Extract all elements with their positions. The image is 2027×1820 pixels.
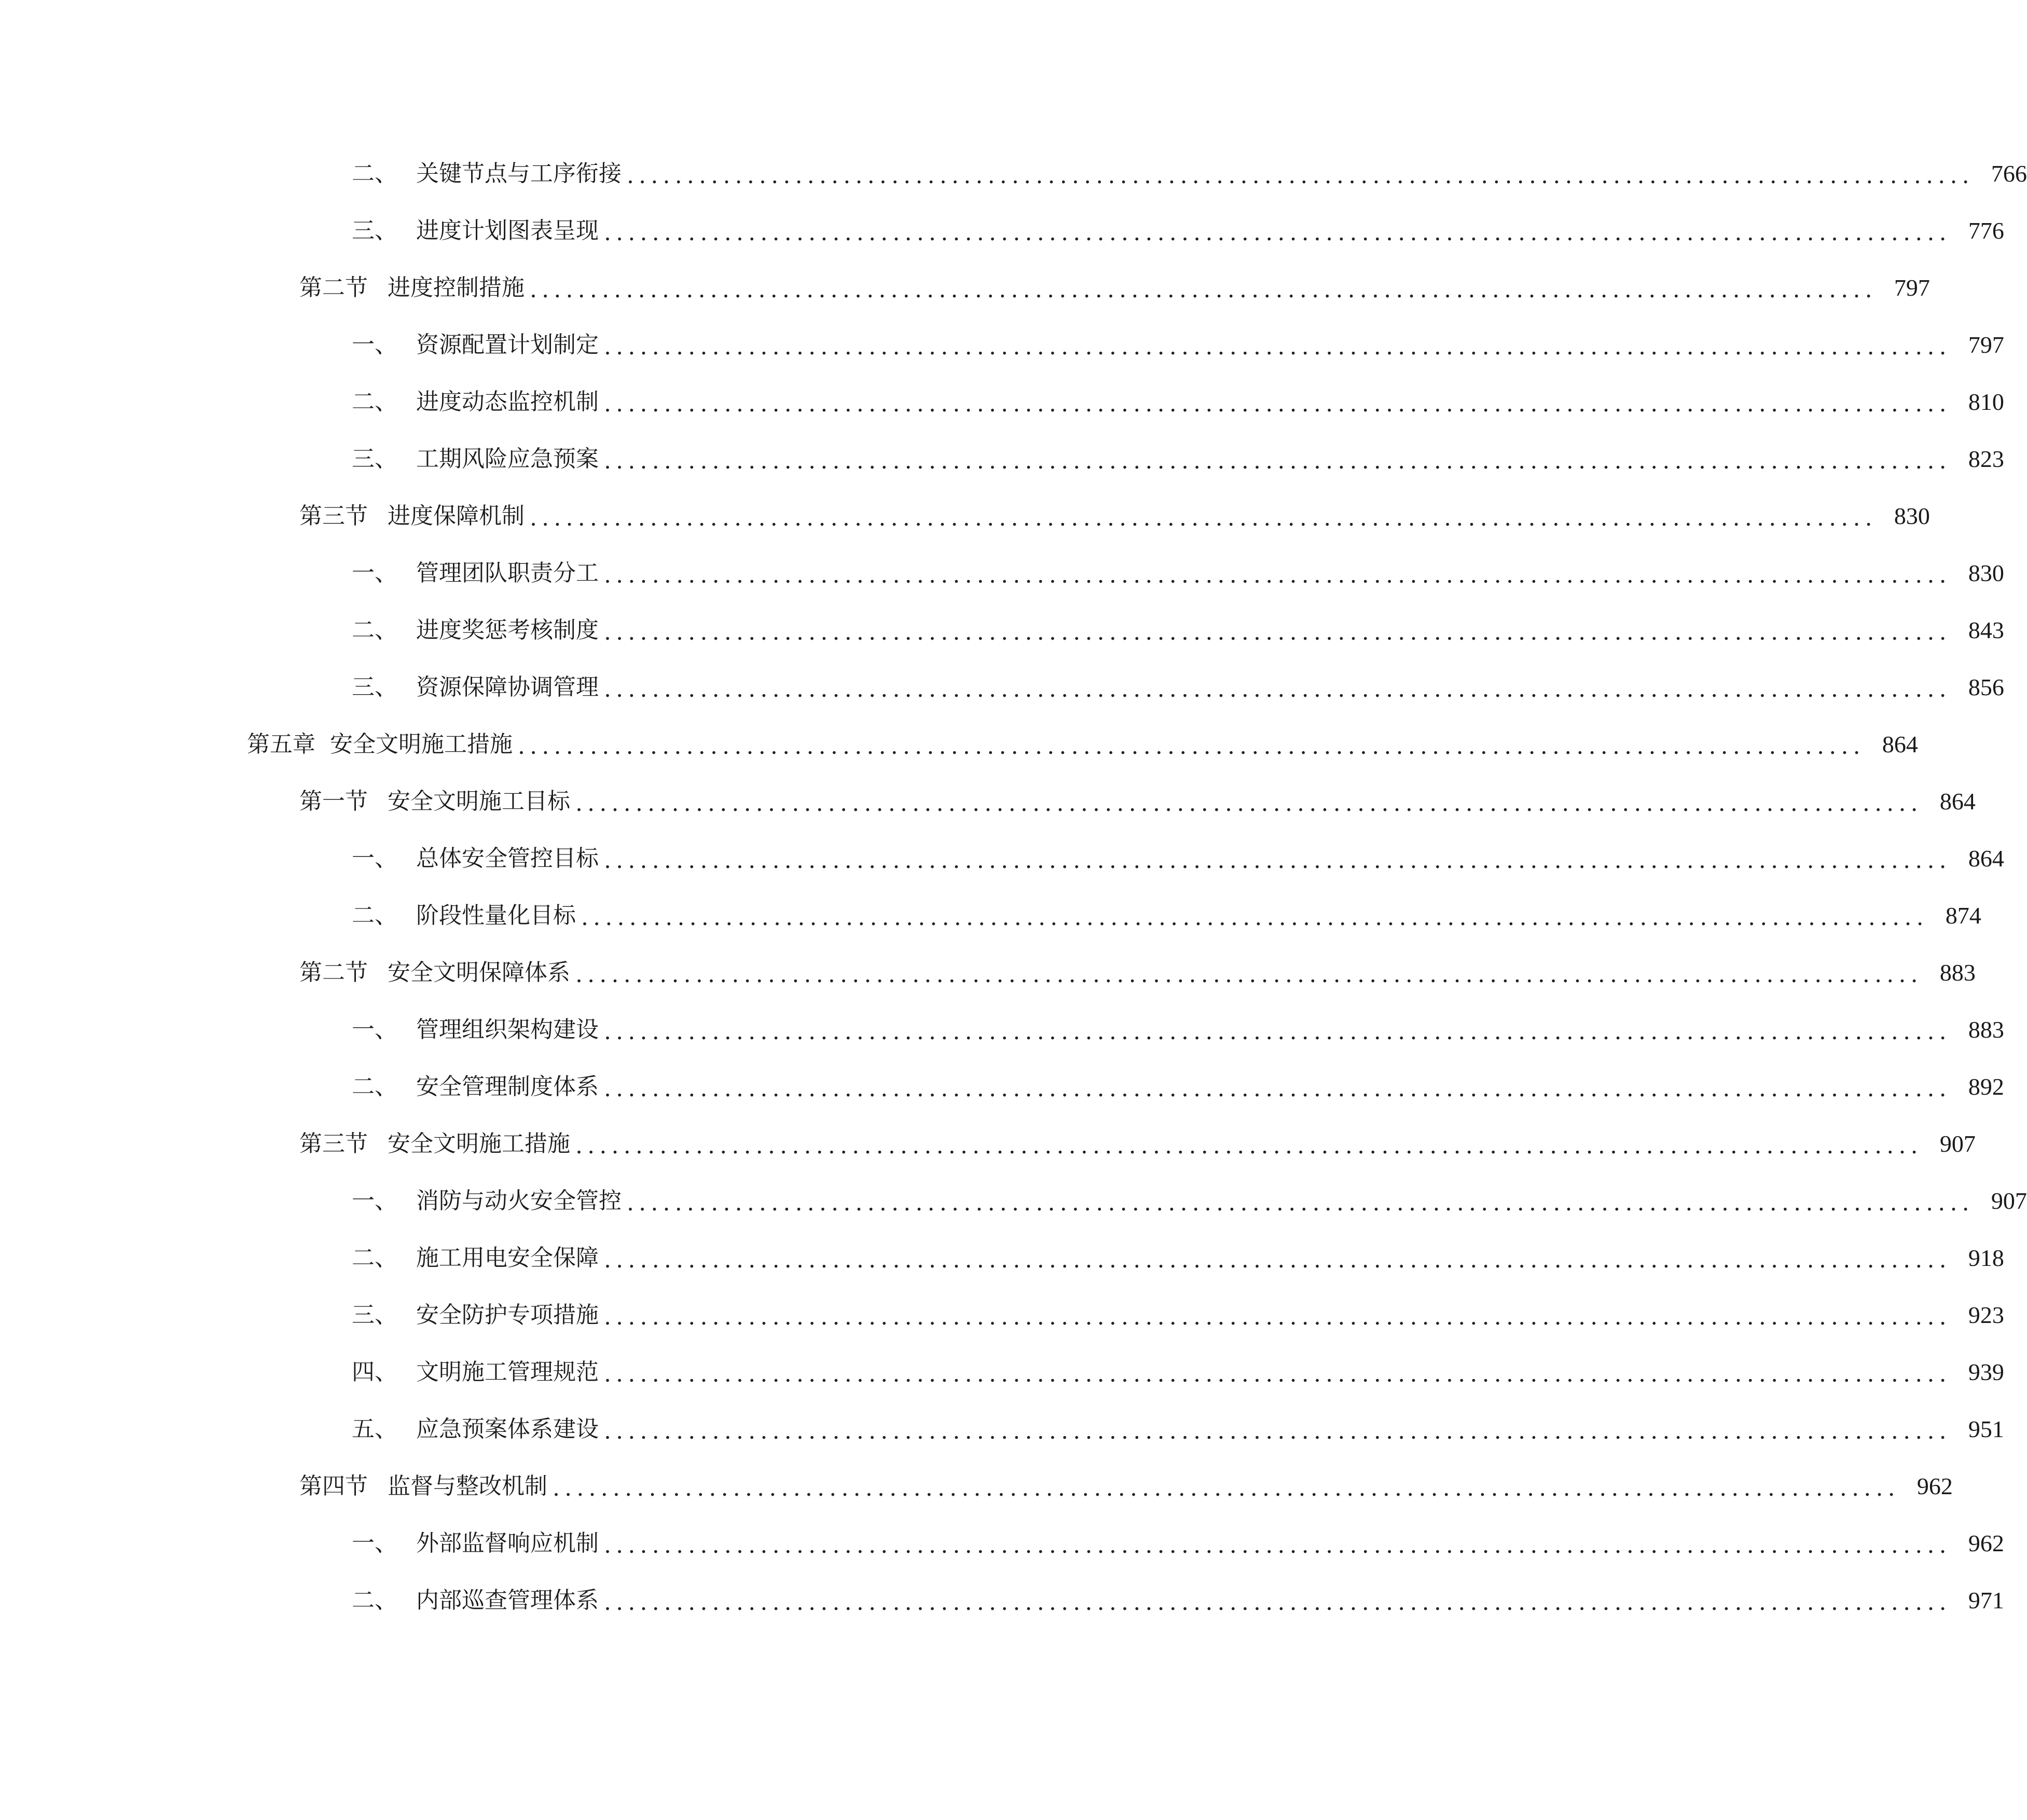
dot-leader: ................................................................................................................ xyxy=(604,1018,1951,1045)
dot-leader: ................................................................................................................ xyxy=(518,733,1865,760)
toc-entry[interactable] xyxy=(299,495,1930,537)
toc-entry-page: 918 xyxy=(1968,1245,2004,1271)
toc-entry-title: 资源配置计划制定 xyxy=(416,332,599,358)
toc-entry-page: 766 xyxy=(1991,160,2027,187)
toc-entry-number: 二、 xyxy=(352,160,397,187)
toc-entry-page: 823 xyxy=(1968,446,2004,472)
toc-entry-title: 安全文明施工目标 xyxy=(388,788,570,815)
toc-entry-number: 一、 xyxy=(352,560,397,586)
toc-entry-number: 一、 xyxy=(352,332,397,358)
toc-entry-title: 施工用电安全保障 xyxy=(416,1245,599,1271)
toc-entry-title: 总体安全管控目标 xyxy=(416,845,599,872)
toc-entry-title: 文明施工管理规范 xyxy=(416,1359,599,1385)
toc-entry-number: 五、 xyxy=(352,1416,397,1442)
toc-entry-number: 第五章 xyxy=(247,731,315,757)
toc-entry-number: 第三节 xyxy=(299,1130,368,1157)
toc-entry[interactable] xyxy=(352,895,1981,936)
toc-entry-page: 951 xyxy=(1968,1416,2004,1442)
toc-entry-number: 第二节 xyxy=(299,274,368,301)
toc-entry-title: 外部监督响应机制 xyxy=(416,1530,599,1556)
toc-entry-number: 一、 xyxy=(352,845,397,872)
dot-leader: ................................................................................................................ xyxy=(575,790,1923,817)
toc-entry[interactable] xyxy=(352,1523,2004,1564)
toc-entry-page: 883 xyxy=(1939,959,1976,986)
toc-entry-title: 阶段性量化目标 xyxy=(416,902,576,929)
toc-entry-title: 关键节点与工序衔接 xyxy=(416,160,622,187)
toc-entry-number: 一、 xyxy=(352,1016,397,1043)
toc-entry-page: 939 xyxy=(1968,1359,2004,1385)
toc-entry-title: 监督与整改机制 xyxy=(388,1473,547,1499)
toc-entry-page: 864 xyxy=(1939,788,1976,815)
toc-entry[interactable] xyxy=(352,1180,2027,1222)
dot-leader: ................................................................................................................ xyxy=(581,904,1928,931)
toc-entry[interactable] xyxy=(352,1294,2004,1336)
toc-entry-page: 962 xyxy=(1916,1473,1953,1499)
toc-entry-page: 962 xyxy=(1968,1530,2004,1556)
toc-entry[interactable] xyxy=(299,952,1976,994)
dot-leader: ................................................................................................................ xyxy=(604,1418,1951,1444)
toc-entry-number: 第三节 xyxy=(299,503,368,529)
toc-entry[interactable] xyxy=(299,1466,1953,1507)
toc-entry-page: 830 xyxy=(1894,503,1930,529)
toc-entry[interactable] xyxy=(247,724,1918,765)
toc-entry-title: 进度控制措施 xyxy=(388,274,525,301)
dot-leader: ................................................................................................................ xyxy=(575,961,1923,988)
toc-entry-title: 内部巡查管理体系 xyxy=(416,1587,599,1614)
toc-entry-page: 907 xyxy=(1939,1130,1976,1157)
toc-entry-title: 安全文明施工措施 xyxy=(330,731,513,757)
toc-entry-page: 971 xyxy=(1968,1587,2004,1614)
toc-entry-page: 856 xyxy=(1968,674,2004,700)
toc-entry-title: 管理团队职责分工 xyxy=(416,560,599,586)
toc-entry-number: 二、 xyxy=(352,389,397,415)
dot-leader: ................................................................................................................ xyxy=(604,1532,1951,1559)
toc-entry-page: 797 xyxy=(1968,332,2004,358)
dot-leader: ................................................................................................................ xyxy=(604,219,1951,246)
toc-entry-title: 进度计划图表呈现 xyxy=(416,217,599,244)
toc-entry-number: 二、 xyxy=(352,1073,397,1100)
dot-leader: ................................................................................................................ xyxy=(530,277,1877,303)
toc-entry-number: 第一节 xyxy=(299,788,368,815)
toc-entry-title: 安全防护专项措施 xyxy=(416,1302,599,1328)
toc-entry[interactable] xyxy=(299,267,1930,309)
dot-leader: ................................................................................................................ xyxy=(575,1133,1923,1159)
dot-leader: ................................................................................................................ xyxy=(604,1247,1951,1273)
toc-entry-page: 843 xyxy=(1968,617,2004,643)
toc-entry-number: 三、 xyxy=(352,217,397,244)
toc-entry-title: 管理组织架构建设 xyxy=(416,1016,599,1043)
toc-entry-title: 安全文明保障体系 xyxy=(388,959,570,986)
toc-entry[interactable] xyxy=(352,553,2004,594)
toc-entry-title: 进度动态监控机制 xyxy=(416,389,599,415)
dot-leader: ................................................................................................................ xyxy=(627,1190,1974,1216)
dot-leader: ................................................................................................................ xyxy=(604,676,1951,702)
toc-entry-number: 二、 xyxy=(352,617,397,643)
dot-leader: ................................................................................................................ xyxy=(604,1076,1951,1102)
toc-entry-title: 资源保障协调管理 xyxy=(416,674,599,700)
dot-leader: ................................................................................................................ xyxy=(604,619,1951,645)
toc-entry-title: 进度保障机制 xyxy=(388,503,525,529)
dot-leader: ................................................................................................................ xyxy=(604,847,1951,874)
toc-entry-number: 二、 xyxy=(352,1245,397,1271)
toc-entry-page: 892 xyxy=(1968,1073,2004,1100)
dot-leader: ................................................................................................................ xyxy=(604,1589,1951,1616)
toc-entry[interactable] xyxy=(352,1580,2004,1621)
toc-entry-number: 一、 xyxy=(352,1530,397,1556)
toc-entry-page: 864 xyxy=(1968,845,2004,872)
toc-entry[interactable] xyxy=(352,838,2004,879)
dot-leader: ................................................................................................................ xyxy=(604,1304,1951,1330)
toc-entry-number: 一、 xyxy=(352,1188,397,1214)
toc-entry[interactable] xyxy=(299,1123,1976,1165)
dot-leader: ................................................................................................................ xyxy=(604,391,1951,417)
toc-entry[interactable] xyxy=(352,667,2004,708)
toc-entry-page: 830 xyxy=(1968,560,2004,586)
toc-entry-number: 三、 xyxy=(352,1302,397,1328)
toc-entry[interactable] xyxy=(352,1352,2004,1393)
toc-entry[interactable] xyxy=(352,610,2004,651)
dot-leader: ................................................................................................................ xyxy=(604,1361,1951,1387)
toc-entry-number: 三、 xyxy=(352,446,397,472)
toc-entry-number: 四、 xyxy=(352,1359,397,1385)
toc-entry-page: 810 xyxy=(1968,389,2004,415)
toc-entry[interactable] xyxy=(299,781,1976,822)
toc-entry-page: 864 xyxy=(1882,731,1918,757)
dot-leader: ................................................................................................................ xyxy=(530,505,1877,531)
toc-entry-title: 应急预案体系建设 xyxy=(416,1416,599,1442)
toc-entry-number: 第二节 xyxy=(299,959,368,986)
toc-entry-title: 进度奖惩考核制度 xyxy=(416,617,599,643)
toc-entry-number: 第四节 xyxy=(299,1473,368,1499)
toc-entry-page: 776 xyxy=(1968,217,2004,244)
toc-entry-title: 安全文明施工措施 xyxy=(388,1130,570,1157)
dot-leader: ................................................................................................................ xyxy=(553,1475,1900,1501)
toc-entry[interactable] xyxy=(352,210,2004,252)
toc-entry-page: 923 xyxy=(1968,1302,2004,1328)
toc-entry-number: 二、 xyxy=(352,1587,397,1614)
toc-entry[interactable] xyxy=(352,438,2004,480)
toc-entry-number: 三、 xyxy=(352,674,397,700)
dot-leader: ................................................................................................................ xyxy=(604,562,1951,588)
toc-entry-page: 874 xyxy=(1945,902,1981,929)
toc-entry-title: 工期风险应急预案 xyxy=(416,446,599,472)
toc-entry[interactable] xyxy=(352,1237,2004,1279)
toc-entry-number: 二、 xyxy=(352,902,397,929)
toc-entry-page: 883 xyxy=(1968,1016,2004,1043)
dot-leader: ................................................................................................................ xyxy=(627,162,1974,189)
toc-entry[interactable] xyxy=(352,1009,2004,1051)
toc-entry-title: 安全管理制度体系 xyxy=(416,1073,599,1100)
toc-entry[interactable] xyxy=(352,153,2027,195)
toc-entry-page: 907 xyxy=(1991,1188,2027,1214)
toc-entry[interactable] xyxy=(352,1066,2004,1108)
dot-leader: ................................................................................................................ xyxy=(604,448,1951,474)
toc-entry[interactable] xyxy=(352,1409,2004,1450)
toc-entry-title: 消防与动火安全管控 xyxy=(416,1188,622,1214)
toc-entry[interactable] xyxy=(352,324,2004,366)
dot-leader: ................................................................................................................ xyxy=(604,334,1951,360)
toc-entry[interactable] xyxy=(352,381,2004,423)
toc-entry-page: 797 xyxy=(1894,274,1930,301)
